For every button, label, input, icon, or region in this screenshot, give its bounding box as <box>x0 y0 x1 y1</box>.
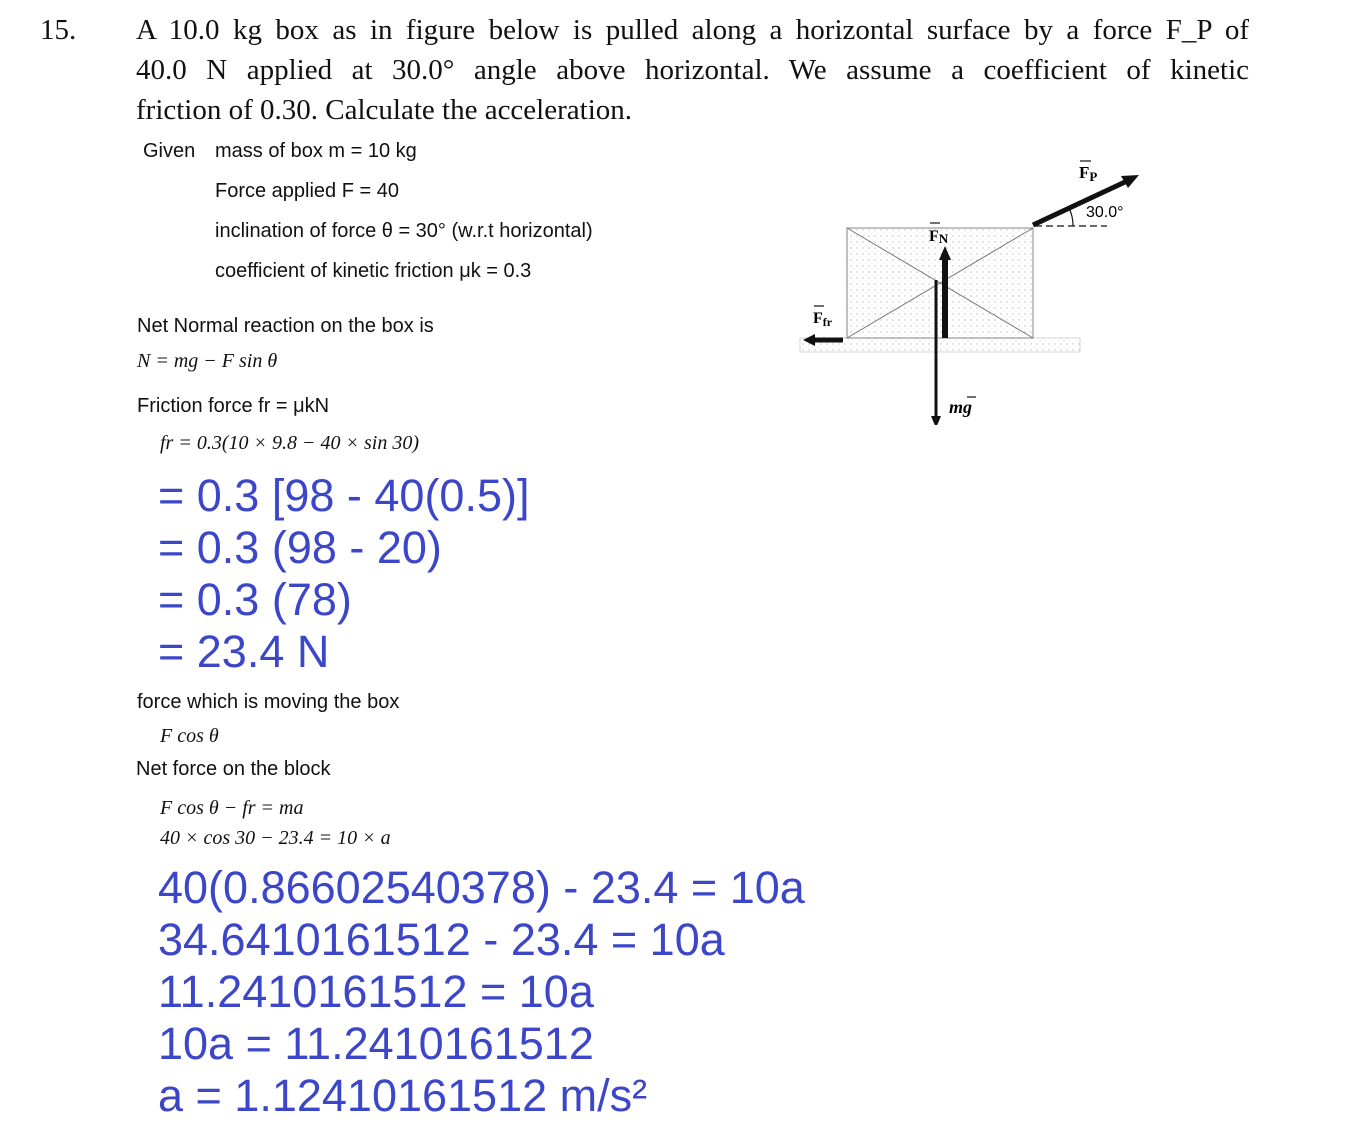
normal-label: Net Normal reaction on the box is <box>137 315 434 337</box>
pulling-force-label: FP <box>1079 163 1098 184</box>
normal-equation: N = mg − F sin θ <box>137 350 278 372</box>
given-label: Given <box>143 140 196 162</box>
net-force-label: Net force on the block <box>136 758 331 780</box>
hand-step: 34.6410161512 - 23.4 = 10a <box>158 914 725 965</box>
given-force: Force applied F = 40 <box>215 180 399 202</box>
moving-force-equation: F cos θ <box>160 725 219 747</box>
hand-step: = 23.4 N <box>158 626 330 677</box>
force-diagram <box>795 150 1155 425</box>
net-force-equation-1: F cos θ − fr = ma <box>160 797 304 819</box>
hand-step: 10a = 11.2410161512 <box>158 1018 594 1069</box>
angle-arc <box>1069 208 1073 226</box>
hand-step: = 0.3 (98 - 20) <box>158 522 442 573</box>
angle-label: 30.0° <box>1086 204 1124 221</box>
hand-step: a = 1.12410161512 m/s² <box>158 1070 648 1121</box>
question-line-1: A 10.0 kg box as in figure below is pulled along a horizontal surface by a force F_P of <box>136 14 1249 46</box>
question-number: 15. <box>40 14 77 46</box>
given-inclination: inclination of force θ = 30° (w.r.t horizontal) <box>215 220 593 242</box>
friction-equation: fr = 0.3(10 × 9.8 − 40 × sin 30) <box>160 432 419 454</box>
given-mass: mass of box m = 10 kg <box>215 140 417 162</box>
handwritten-friction-steps <box>158 470 529 678</box>
hand-step: 11.2410161512 = 10a <box>158 966 594 1017</box>
friction-label: Ffr <box>813 310 833 329</box>
handwritten-acceleration-steps <box>158 862 805 1122</box>
question-line-2: 40.0 N applied at 30.0° angle above horizontal. We assume a coefficient of kinetic <box>136 54 1249 86</box>
moving-force-label: force which is moving the box <box>137 691 400 713</box>
given-friction-coefficient: coefficient of kinetic friction μk = 0.3 <box>215 260 532 282</box>
question-line-3: friction of 0.30. Calculate the acceleration. <box>136 94 633 126</box>
weight-arrowhead <box>931 416 941 425</box>
hand-step: 40(0.86602540378) - 23.4 = 10a <box>158 862 805 913</box>
weight-label: mg <box>949 397 973 417</box>
net-force-equation-2: 40 × cos 30 − 23.4 = 10 × a <box>160 827 391 849</box>
hand-step: = 0.3 (78) <box>158 574 352 625</box>
hand-step: = 0.3 [98 - 40(0.5)] <box>158 470 530 521</box>
friction-label: Friction force fr = μkN <box>137 395 330 417</box>
normal-force-label: FN <box>929 228 949 246</box>
